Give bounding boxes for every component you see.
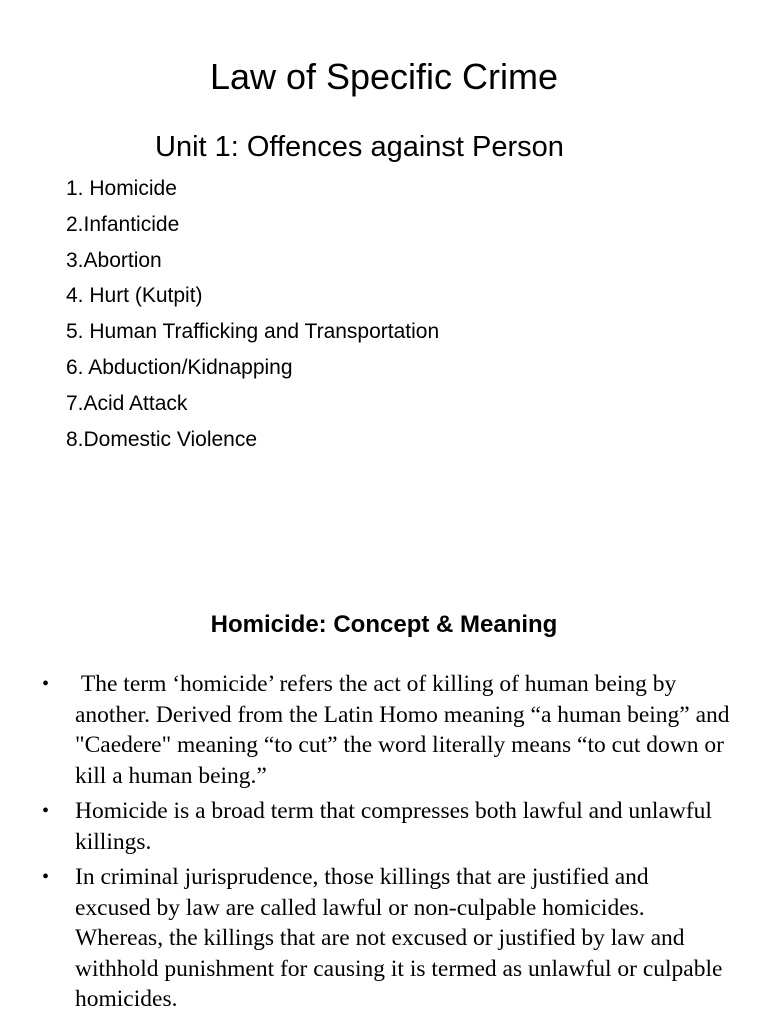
topic-item-homicide: 1. Homicide [66,177,177,200]
bullet-text: The term ‘homicide’ refers the act of killing of human being by another. Derived from the Latin Homo meaning “a human being” and "Caedere" meaning “to cut” the word literally means “to cut down or kill a human being.” [75,671,736,789]
page-title: Law of Specific Crime [209,56,559,97]
bullet-item [40,862,730,1015]
section-heading: Homicide: Concept & Meaning [210,611,558,638]
bullet-item [40,796,730,857]
bullet-list [40,669,736,1020]
topic-item-infanticide: 2.Infanticide [66,212,180,236]
bullet-text: In criminal jurisprudence, those killings that are justified and excused by law are called lawful or non-culpable homicides. Whereas, the killings that are not excused or justified by law and withhold punishment for causing it is termed as unlawful or culpable homicides. [75,864,723,1012]
topic-list [66,172,439,458]
topic-item-abortion: 3.Abortion [66,248,162,272]
bullet-text: Homicide is a broad term that compresses both lawful and unlawful killings. [75,798,712,855]
bullet-item [40,669,736,791]
topic-item-hurt: 4. Hurt (Kutpit) [66,284,203,308]
topic-item-abduction: 6. Abduction/Kidnapping [66,355,293,379]
slide-homicide-concept [0,560,768,1024]
unit-subtitle: Unit 1: Offences against Person [155,131,564,163]
topic-item-acid-attack: 7.Acid Attack [66,391,188,415]
bullet-icon: • [42,673,50,695]
topic-item-human-trafficking: 5. Human Trafficking and Transportation [66,320,440,344]
topic-item-domestic-violence: 8.Domestic Violence [66,427,258,451]
bullet-icon: • [42,800,50,822]
bullet-icon: • [42,866,50,888]
